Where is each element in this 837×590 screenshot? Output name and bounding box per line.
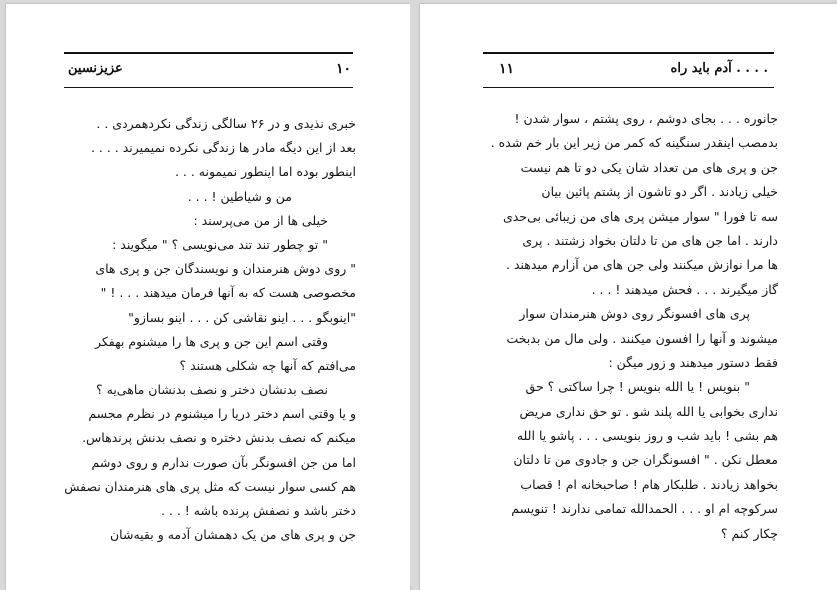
text-line: میکنم که نصف بدنش دختره و نصف بدنش پرندهاس. [82, 430, 356, 446]
running-title: آدم باید راه . . . . [670, 61, 768, 76]
text-line: گاز میگیرند . . . فحش میدهند ! . . . [591, 281, 778, 297]
text-line: وقتی اسم این جن و پری ها را میشنوم بهفکر [95, 333, 328, 349]
text-line: هم بشی ! باید شب و روز بنویسی . . . پاشو یا الله [516, 428, 778, 444]
text-line: من و شیاطین ! . . . [187, 188, 292, 204]
text-line: نصف بدنشان دختر و نصف بدنشان ماهی‌یه ؟ [96, 382, 328, 398]
running-title: عزیزنسین [68, 61, 123, 76]
text-line: بدمصب اینقدر سنگینه که کمر من زیر این بار خم شده . [490, 135, 778, 151]
text-line: ها مرا نوازش میکنند ولی جن های من آزارم میدهند . [506, 257, 778, 273]
text-line: بخواهد زیادند . طلبکار هام ! صاحبخانه ام ! قصاب [520, 476, 778, 492]
text-line: هم کسی سوار نیست که مثل پری های هنرمندان نصفش [64, 478, 356, 494]
right-page [420, 4, 837, 590]
text-line: خبری نذیدی و در ۲۶ سالگی زندگی نکردهمردی . . [96, 116, 356, 131]
text-line: جن و پری های من تعداد شان یکی دو تا هم نیست [520, 159, 778, 175]
text-line: خیلی ها از من می‌پرسند : [193, 212, 328, 228]
text-line: مخصوصی هست که به آنها فرمان میدهند . . . ! " [100, 285, 356, 301]
text-line: فقط دستور میدهند و زور میگن : [608, 354, 778, 370]
text-line: اما من جن افسونگر بآن صورت ندارم و روی دوشم [91, 454, 356, 470]
text-line: پری های افسونگر روی دوش هنرمندان سوار [519, 306, 750, 322]
text-line: اینطور بوده اما اینطور نمیمونه . . . [174, 164, 356, 180]
left-page-text [64, 112, 356, 547]
page-gutter [410, 0, 420, 586]
left-page-header [64, 52, 353, 88]
text-line: دارند . اما جن های من تا دلتان بخواد زشتند . پری [522, 232, 778, 248]
text-line: میشوند و آنها را افسون میکنند . ولی مال من بدبخت [506, 330, 778, 346]
right-page-header [483, 52, 774, 88]
text-line: "اینوبگو . . . اینو نقاشی کن . . . اینو بسازو" [128, 309, 356, 325]
text-line: " روی دوش هنرمندان و نویسندگان جن و پری های [95, 261, 356, 277]
text-line: معطل نکن . " افسونگران جن و جادوی من تا دلتان [513, 452, 778, 468]
text-line: می‌افتم که آنها چه شکلی هستند ؟ [179, 357, 356, 373]
text-line: بعد از این دیگه مادر ها زندگی نکرده نمیمیرند . . . . [90, 140, 356, 156]
left-page [6, 4, 410, 590]
text-line: " بنویس ! یا الله بنویس ! چرا ساکتی ؟ حق [525, 379, 750, 395]
right-page-text [480, 107, 778, 546]
text-line: دختر باشد و نصفش پرنده باشه ! . . . [160, 503, 356, 518]
text-line: سرکوچه ام او . . . الحمدالله تمامی ندارند ! تنویسم [511, 501, 778, 517]
page-number: ۱۰ [336, 61, 352, 77]
text-line: چکار کنم ؟ [720, 525, 778, 541]
page-number: ۱۱ [499, 61, 515, 77]
text-line: نداری بخوابی یا الله پلند شو . تو حق نداری مریض [519, 403, 778, 419]
text-line: جن و پری های من یک دهمشان آدمه و بقیه‌شان [110, 527, 356, 543]
text-line: جانوره . . . بجای دوشم ، روی پشتم ، سوار شدن ! [514, 111, 778, 126]
text-line: " تو چطور تند تند می‌نویسی ؟ " میگویند : [112, 236, 328, 252]
text-line: و یا وقتی اسم دختر دریا را میشنوم در نظرم مجسم [88, 406, 356, 422]
text-line: خیلی زیادند . اگر دو تاشون از پشتم پائین بیان [541, 184, 778, 200]
text-line: سه تا فورا " سوار میشن پری های من زیبائی بی‌حدی [503, 208, 778, 224]
